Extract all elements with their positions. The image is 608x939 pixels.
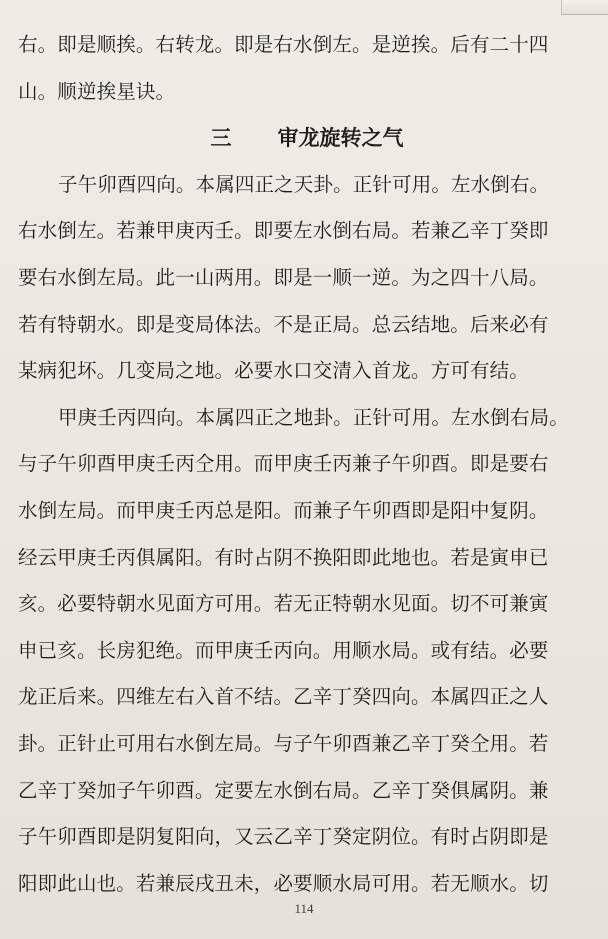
- text-line: 要右水倒左局。此一山两用。即是一顺一逆。为之四十八局。: [18, 265, 549, 289]
- text-line: 山。顺逆挨星诀。: [18, 79, 176, 103]
- page-number: 114: [294, 901, 314, 916]
- text-line: 若有特朝水。即是变局体法。不是正局。总云结地。后来必有: [18, 312, 549, 336]
- section-title: 审龙旋转之气: [277, 125, 404, 151]
- text-line: 甲庚壬丙四向。本属四正之地卦。正针可用。左水倒右局。: [58, 405, 569, 429]
- text-line: 申已亥。长房犯绝。而甲庚壬丙向。用顺水局。或有结。必要: [18, 638, 549, 662]
- page-text: [18, 22, 596, 907]
- section-heading: [18, 115, 596, 162]
- text-line: 阳即此山也。若兼辰戌丑未，必要顺水局可用。若无顺水。切: [18, 871, 549, 895]
- page-corner: [561, 0, 608, 15]
- text-line: 右。即是顺挨。右转龙。即是右水倒左。是逆挨。后有二十四: [18, 33, 549, 56]
- text-line: 卦。正针止可用右水倒左局。与子午卯酉兼乙辛丁癸仝用。若: [18, 731, 549, 755]
- text-line: 某病犯坏。几变局之地。必要水口交清入首龙。方可有结。: [18, 359, 529, 383]
- text-line: 经云甲庚壬丙俱属阳。有时占阴不换阳即此地也。若是寅申已: [18, 545, 549, 569]
- text-line: 子午卯酉即是阴复阳向，又云乙辛丁癸定阴位。有时占阴即是: [18, 825, 549, 849]
- text-line: 龙正后来。四维左右入首不结。乙辛丁癸四向。本属四正之人: [18, 685, 549, 709]
- text-line: 乙辛丁癸加子午卯酉。定要左水倒右局。乙辛丁癸俱属阴。兼: [18, 778, 549, 802]
- text-line: 子午卯酉四向。本属四正之天卦。正针可用。左水倒右。: [58, 172, 550, 196]
- text-line: 右水倒左。若兼甲庚丙壬。即要左水倒右局。若兼乙辛丁癸即: [18, 219, 549, 243]
- text-line: 与子午卯酉甲庚壬丙仝用。而甲庚壬丙兼子午卯酉。即是要右: [18, 452, 549, 476]
- section-number: 三: [210, 125, 232, 151]
- text-line: 水倒左局。而甲庚壬丙总是阳。而兼子午卯酉即是阳中复阴。: [18, 498, 549, 522]
- text-line: 亥。必要特朝水见面方可用。若无正特朝水见面。切不可兼寅: [18, 592, 549, 616]
